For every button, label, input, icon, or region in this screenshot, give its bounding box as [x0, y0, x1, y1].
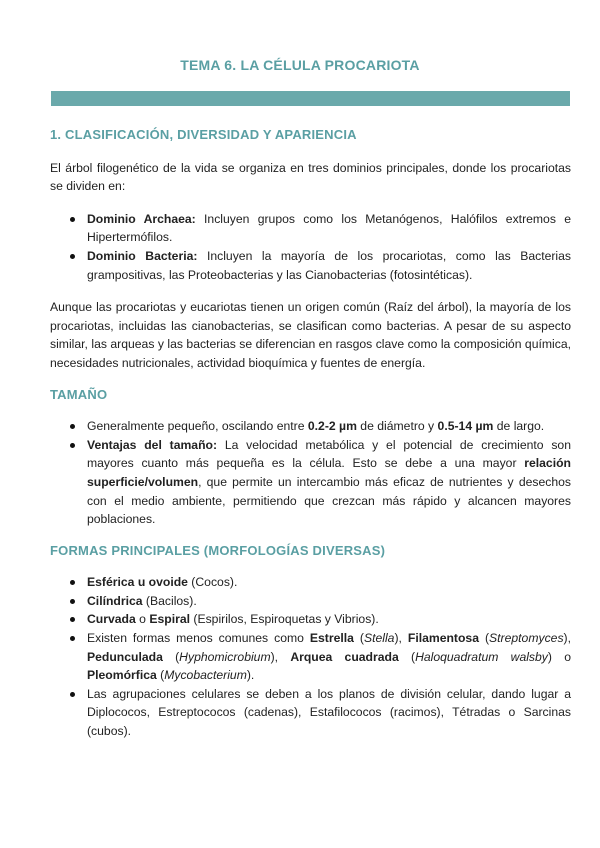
section1-paragraph: Aunque las procariotas y eucariotas tienen un origen común (Raíz del árbol), la mayoría de los procariotas, incluidas las cianobacterias, se clasifican como bacterias. A pesar de su aspecto similar, las arqueas y las bacterias se diferencian en rasgos clave como la composición química, necesidades nutricionales, actividad bioquímica y fuentes de energía.	[50, 300, 571, 370]
section1-intro: El árbol filogenético de la vida se organiza en tres dominios principales, donde los procariotas se dividen en:	[50, 160, 571, 194]
list-item-formas-menos-comunes: Existen formas menos comunes como Estrella (Stella), Filamentosa (Streptomyces), Pedunculada (Hyphomicrobium), Arquea cuadrada (Haloquadratum walsby) o Pleomórfica (Mycobacterium).	[87, 629, 571, 685]
list-item-cilindrica: Cilíndrica (Bacilos).	[87, 592, 571, 611]
list-item-curvada: Curvada o Espiral (Espirilos, Espiroquetas y Vibrios).	[87, 610, 571, 629]
document-body	[50, 126, 571, 741]
domains-list	[50, 210, 571, 284]
list-item-esferica: Esférica u ovoide (Cocos).	[87, 573, 571, 592]
section-heading-tamano: TAMAÑO	[50, 386, 108, 402]
tamano-list	[50, 417, 571, 529]
section-heading-formas: FORMAS PRINCIPALES (MORFOLOGÍAS DIVERSAS)	[50, 542, 386, 558]
formas-list	[50, 573, 571, 740]
list-item-bacteria: Dominio Bacteria: Incluyen la mayoría de los procariotas, como las Bacterias grampositivas, las Proteobacterias y las Cianobacterias (fotosintéticas).	[87, 247, 571, 284]
title-divider-bar	[51, 91, 570, 106]
list-item-size-advantages: Ventajas del tamaño: La velocidad metabólica y el potencial de crecimiento son mayores cuanto más pequeña es la célula. Esto se debe a una mayor relación superficie/volumen, que permite un intercambio más eficaz de nutrientes y desechos con el medio ambiente, permitiendo que crezcan más rápido y alcancen mayores poblaciones.	[87, 436, 571, 529]
page-title: TEMA 6. LA CÉLULA PROCARIOTA	[180, 57, 420, 73]
list-item-agrupaciones: Las agrupaciones celulares se deben a los planos de división celular, dando lugar a Diplococos, Estreptococos (cadenas), Estafilococos (racimos), Tétradas o Sarcinas (cubos).	[87, 685, 571, 741]
section-heading-clasificacion: 1. CLASIFICACIÓN, DIVERSIDAD Y APARIENCIA	[50, 127, 357, 142]
list-item-size-range: Generalmente pequeño, oscilando entre 0.2-2 µm de diámetro y 0.5-14 µm de largo.	[87, 417, 571, 436]
list-item-archaea: Dominio Archaea: Incluyen grupos como los Metanógenos, Halófilos extremos e Hipertermófilos.	[87, 210, 571, 247]
